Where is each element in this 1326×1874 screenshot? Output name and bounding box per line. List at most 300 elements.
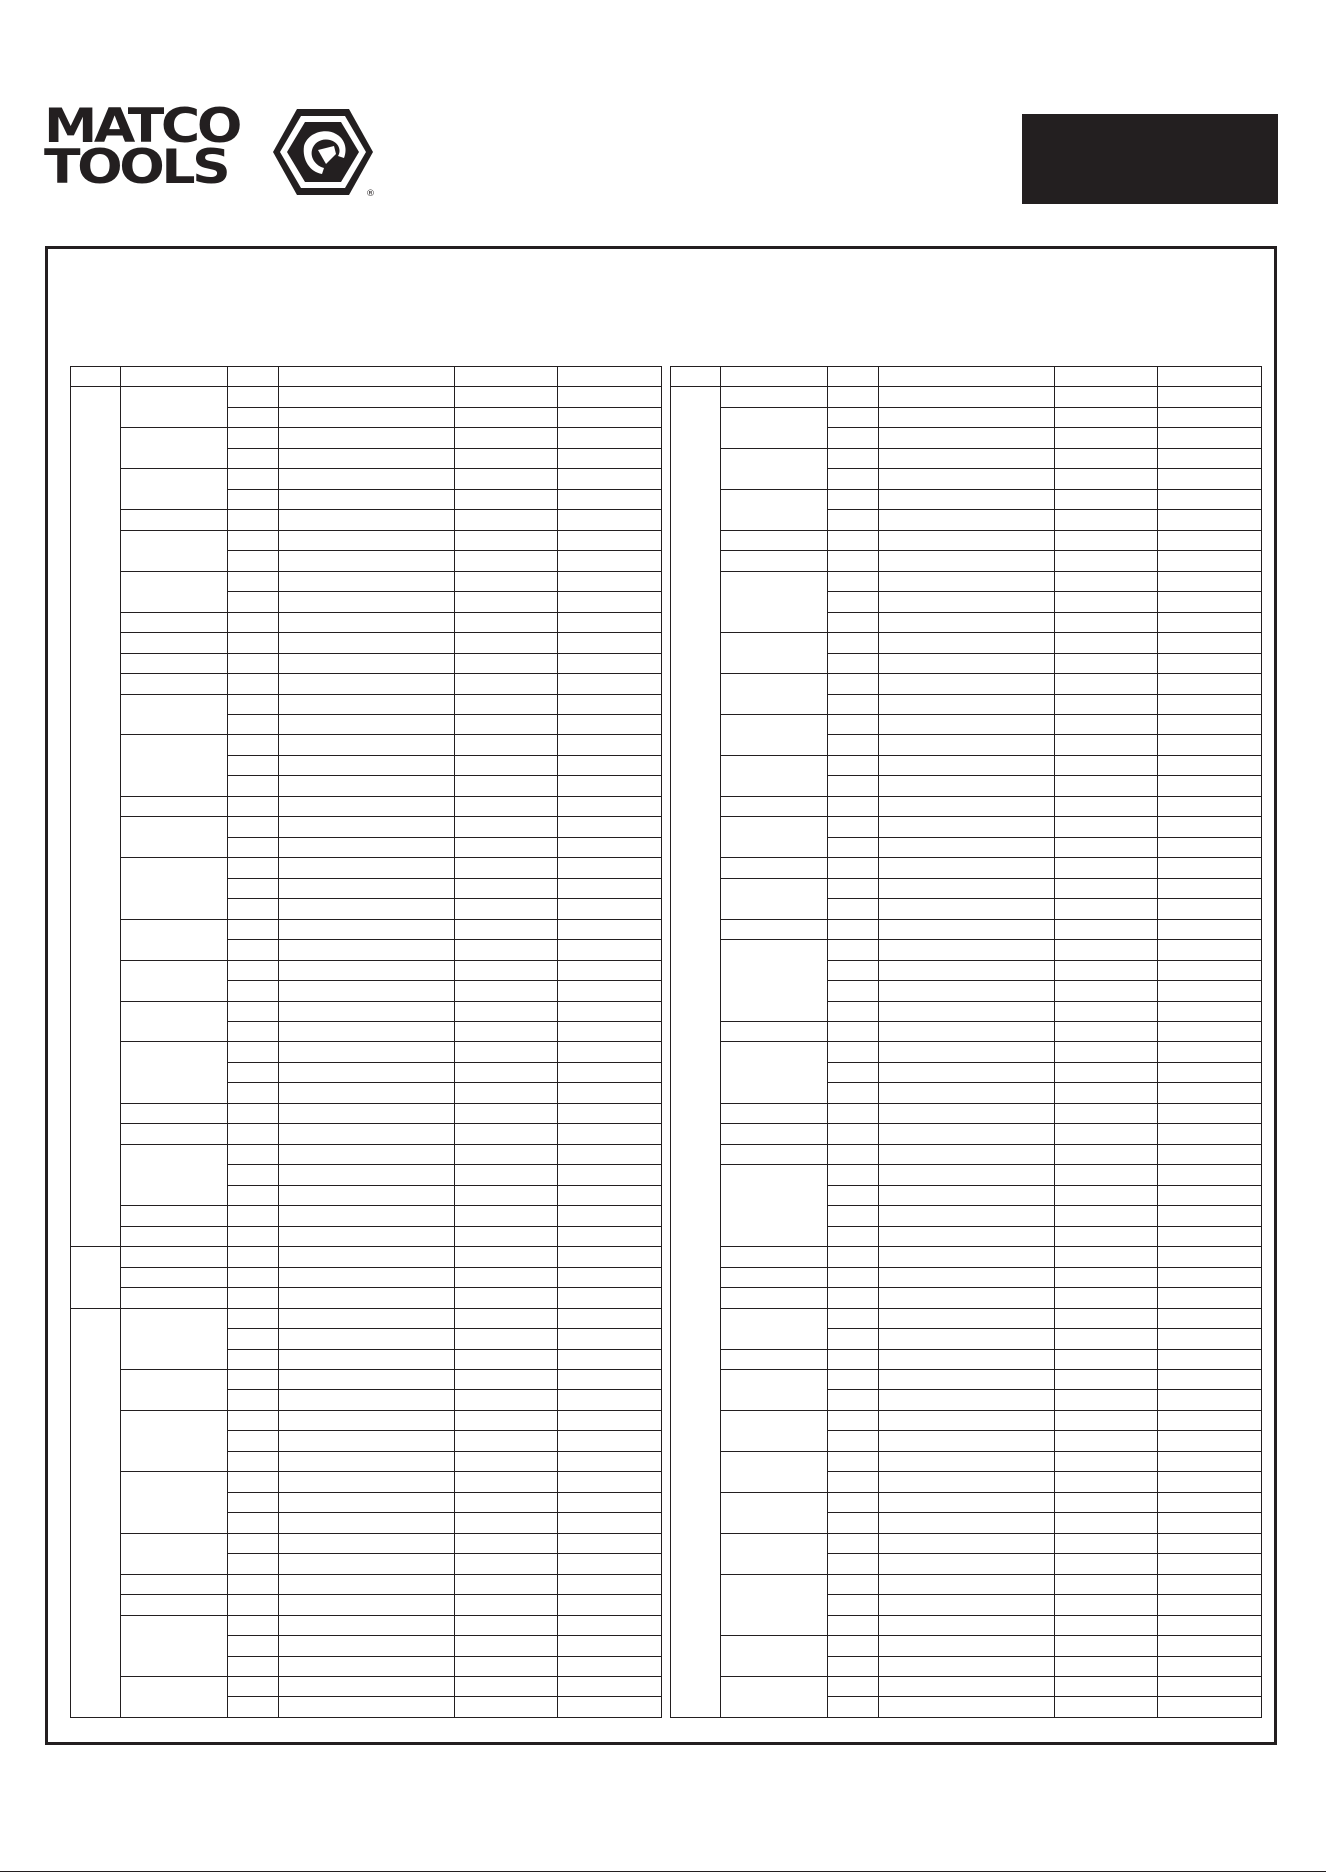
right-cell bbox=[828, 755, 879, 775]
right-cell bbox=[879, 1451, 1055, 1471]
left-cell bbox=[558, 592, 662, 612]
right-cell bbox=[1158, 755, 1262, 775]
right-cell bbox=[879, 878, 1055, 898]
right-cell bbox=[828, 1165, 879, 1185]
right-table-row bbox=[671, 1677, 1262, 1697]
left-cell bbox=[558, 469, 662, 489]
left-cell bbox=[558, 1677, 662, 1697]
left-cell bbox=[455, 776, 558, 796]
right-cell bbox=[1055, 1185, 1158, 1205]
left-cell bbox=[279, 899, 455, 919]
left-cell bbox=[228, 1451, 279, 1471]
right-cell bbox=[1158, 1329, 1262, 1349]
left-cell bbox=[455, 1124, 558, 1144]
left-header-cell bbox=[71, 367, 121, 387]
right-cell bbox=[1158, 1472, 1262, 1492]
right-table-row bbox=[671, 1247, 1262, 1267]
right-cell bbox=[879, 1247, 1055, 1267]
left-cell bbox=[558, 796, 662, 816]
right-cell bbox=[1055, 1288, 1158, 1308]
right-cell bbox=[1158, 387, 1262, 407]
left-cell bbox=[558, 1554, 662, 1574]
left-cell bbox=[558, 1226, 662, 1246]
left-cell bbox=[455, 1349, 558, 1369]
left-cell bbox=[455, 1656, 558, 1676]
left-cell bbox=[455, 1001, 558, 1021]
left-cell bbox=[228, 407, 279, 427]
right-subgroup-cell bbox=[721, 1144, 828, 1164]
right-cell bbox=[828, 1329, 879, 1349]
left-cell bbox=[279, 837, 455, 857]
right-cell bbox=[1158, 1288, 1262, 1308]
right-cell bbox=[1055, 1062, 1158, 1082]
left-cell bbox=[279, 1431, 455, 1451]
right-cell bbox=[879, 387, 1055, 407]
right-cell bbox=[1055, 1369, 1158, 1389]
right-table-row bbox=[671, 1144, 1262, 1164]
right-cell bbox=[1055, 1513, 1158, 1533]
right-cell bbox=[1055, 674, 1158, 694]
right-subgroup-cell bbox=[721, 919, 828, 939]
right-table-row bbox=[671, 919, 1262, 939]
right-cell bbox=[1158, 1042, 1262, 1062]
left-cell bbox=[279, 633, 455, 653]
left-subgroup-cell bbox=[121, 674, 228, 694]
right-cell bbox=[1055, 1533, 1158, 1553]
right-cell bbox=[1158, 1369, 1262, 1389]
left-cell bbox=[228, 448, 279, 468]
right-cell bbox=[1158, 489, 1262, 509]
brand-line-1: MATCO bbox=[44, 99, 239, 154]
left-cell bbox=[279, 510, 455, 530]
left-cell bbox=[228, 1656, 279, 1676]
left-cell bbox=[558, 858, 662, 878]
right-subgroup-cell bbox=[721, 1103, 828, 1123]
left-table-row bbox=[71, 735, 662, 755]
right-cell bbox=[1158, 1615, 1262, 1635]
left-table-row bbox=[71, 919, 662, 939]
left-cell bbox=[455, 1165, 558, 1185]
left-cell bbox=[279, 1124, 455, 1144]
right-cell bbox=[1055, 1308, 1158, 1328]
left-cell bbox=[558, 1308, 662, 1328]
left-cell bbox=[228, 1288, 279, 1308]
left-cell bbox=[455, 571, 558, 591]
left-cell bbox=[558, 1267, 662, 1287]
left-subgroup-cell bbox=[121, 1288, 228, 1308]
left-cell bbox=[279, 714, 455, 734]
left-cell bbox=[228, 387, 279, 407]
right-cell bbox=[828, 1369, 879, 1389]
left-subgroup-cell bbox=[121, 1369, 228, 1410]
left-group-cell bbox=[71, 387, 121, 1247]
right-cell bbox=[828, 1410, 879, 1430]
left-cell bbox=[558, 674, 662, 694]
left-cell bbox=[558, 1533, 662, 1553]
right-cell bbox=[1158, 653, 1262, 673]
right-cell bbox=[879, 1656, 1055, 1676]
right-cell bbox=[1055, 1554, 1158, 1574]
right-table-row bbox=[671, 1574, 1262, 1594]
matco-tools-logo bbox=[44, 99, 384, 202]
right-cell bbox=[879, 1513, 1055, 1533]
left-cell bbox=[455, 1022, 558, 1042]
left-cell bbox=[279, 858, 455, 878]
right-subgroup-cell bbox=[721, 633, 828, 674]
right-cell bbox=[879, 1329, 1055, 1349]
right-cell bbox=[1158, 1103, 1262, 1123]
left-cell bbox=[228, 653, 279, 673]
right-cell bbox=[1158, 1206, 1262, 1226]
right-cell bbox=[828, 735, 879, 755]
left-cell bbox=[455, 1288, 558, 1308]
right-cell bbox=[879, 1349, 1055, 1369]
left-cell bbox=[455, 1185, 558, 1205]
right-cell bbox=[1158, 776, 1262, 796]
left-cell bbox=[228, 1124, 279, 1144]
right-cell bbox=[879, 530, 1055, 550]
left-cell bbox=[279, 592, 455, 612]
left-cell bbox=[455, 1390, 558, 1410]
right-table-row bbox=[671, 1308, 1262, 1328]
left-cell bbox=[455, 1554, 558, 1574]
left-cell bbox=[279, 878, 455, 898]
left-cell bbox=[228, 428, 279, 448]
left-cell bbox=[455, 1431, 558, 1451]
left-cell bbox=[455, 1206, 558, 1226]
left-cell bbox=[455, 878, 558, 898]
left-cell bbox=[558, 940, 662, 960]
right-cell bbox=[1055, 592, 1158, 612]
right-subgroup-cell bbox=[721, 1451, 828, 1492]
left-subgroup-cell bbox=[121, 796, 228, 816]
right-cell bbox=[1055, 1492, 1158, 1512]
left-cell bbox=[228, 735, 279, 755]
right-cell bbox=[828, 1451, 879, 1471]
left-subgroup-cell bbox=[121, 1533, 228, 1574]
right-cell bbox=[1055, 1042, 1158, 1062]
left-cell bbox=[228, 1247, 279, 1267]
left-cell bbox=[558, 735, 662, 755]
hex-emblem-icon bbox=[270, 106, 376, 198]
right-cell bbox=[828, 919, 879, 939]
right-cell bbox=[1158, 899, 1262, 919]
left-table bbox=[70, 366, 662, 1718]
right-cell bbox=[1158, 735, 1262, 755]
left-cell bbox=[455, 714, 558, 734]
left-header-row bbox=[71, 367, 662, 387]
right-table-row bbox=[671, 1369, 1262, 1389]
right-subgroup-cell bbox=[721, 1369, 828, 1410]
right-cell bbox=[828, 1103, 879, 1123]
right-cell bbox=[879, 1144, 1055, 1164]
right-cell bbox=[879, 489, 1055, 509]
left-cell bbox=[228, 469, 279, 489]
left-cell bbox=[558, 1636, 662, 1656]
right-cell bbox=[828, 1677, 879, 1697]
left-cell bbox=[228, 1226, 279, 1246]
right-cell bbox=[1158, 551, 1262, 571]
left-cell bbox=[279, 1492, 455, 1512]
right-table-row bbox=[671, 1492, 1262, 1512]
right-subgroup-cell bbox=[721, 1410, 828, 1451]
left-cell bbox=[455, 633, 558, 653]
right-cell bbox=[1158, 1451, 1262, 1471]
left-cell bbox=[455, 940, 558, 960]
left-cell bbox=[228, 858, 279, 878]
left-cell bbox=[558, 694, 662, 714]
left-cell bbox=[455, 1103, 558, 1123]
left-cell bbox=[455, 1042, 558, 1062]
left-cell bbox=[455, 387, 558, 407]
left-cell bbox=[228, 755, 279, 775]
left-cell bbox=[558, 1062, 662, 1082]
left-cell bbox=[228, 1472, 279, 1492]
left-subgroup-cell bbox=[121, 1001, 228, 1042]
left-cell bbox=[455, 1697, 558, 1717]
right-cell bbox=[828, 817, 879, 837]
left-cell bbox=[455, 1144, 558, 1164]
right-cell bbox=[879, 592, 1055, 612]
right-cell bbox=[879, 1022, 1055, 1042]
right-cell bbox=[1158, 1144, 1262, 1164]
left-header-cell bbox=[455, 367, 558, 387]
right-cell bbox=[828, 530, 879, 550]
right-cell bbox=[828, 1247, 879, 1267]
left-cell bbox=[279, 1554, 455, 1574]
right-cell bbox=[879, 1410, 1055, 1430]
right-cell bbox=[828, 1226, 879, 1246]
right-cell bbox=[1055, 858, 1158, 878]
left-table-row bbox=[71, 428, 662, 448]
right-cell bbox=[1055, 1677, 1158, 1697]
left-cell bbox=[228, 510, 279, 530]
left-cell bbox=[558, 407, 662, 427]
left-cell bbox=[455, 694, 558, 714]
right-cell bbox=[1158, 1554, 1262, 1574]
right-cell bbox=[879, 919, 1055, 939]
left-cell bbox=[455, 1574, 558, 1594]
right-cell bbox=[828, 1595, 879, 1615]
left-cell bbox=[279, 1533, 455, 1553]
left-cell bbox=[228, 1144, 279, 1164]
right-cell bbox=[1055, 1390, 1158, 1410]
left-table-row bbox=[71, 1595, 662, 1615]
right-subgroup-cell bbox=[721, 1124, 828, 1144]
left-cell bbox=[228, 1574, 279, 1594]
left-subgroup-cell bbox=[121, 1247, 228, 1267]
left-table-row bbox=[71, 1677, 662, 1697]
right-cell bbox=[1055, 571, 1158, 591]
right-table-row bbox=[671, 633, 1262, 653]
right-cell bbox=[879, 510, 1055, 530]
left-subgroup-cell bbox=[121, 428, 228, 469]
left-cell bbox=[279, 1615, 455, 1635]
right-table-row bbox=[671, 1022, 1262, 1042]
right-table-row bbox=[671, 1124, 1262, 1144]
right-cell bbox=[879, 1369, 1055, 1389]
left-subgroup-cell bbox=[121, 919, 228, 960]
right-cell bbox=[1158, 1349, 1262, 1369]
left-subgroup-cell bbox=[121, 1472, 228, 1533]
left-cell bbox=[228, 1595, 279, 1615]
right-cell bbox=[1158, 1410, 1262, 1430]
right-cell bbox=[879, 674, 1055, 694]
right-cell bbox=[1055, 1697, 1158, 1717]
right-cell bbox=[1055, 1226, 1158, 1246]
left-cell bbox=[558, 1697, 662, 1717]
right-subgroup-cell bbox=[721, 858, 828, 878]
left-subgroup-cell bbox=[121, 694, 228, 735]
right-cell bbox=[1055, 694, 1158, 714]
left-cell bbox=[228, 1697, 279, 1717]
right-subgroup-cell bbox=[721, 489, 828, 530]
right-subgroup-cell bbox=[721, 796, 828, 816]
right-cell bbox=[828, 899, 879, 919]
left-cell bbox=[228, 919, 279, 939]
right-subgroup-cell bbox=[721, 1288, 828, 1308]
right-cell bbox=[879, 1390, 1055, 1410]
right-cell bbox=[1055, 1656, 1158, 1676]
left-cell bbox=[455, 858, 558, 878]
right-cell bbox=[828, 551, 879, 571]
left-cell bbox=[279, 448, 455, 468]
left-subgroup-cell bbox=[121, 633, 228, 653]
right-cell bbox=[1158, 1595, 1262, 1615]
right-cell bbox=[1158, 960, 1262, 980]
right-cell bbox=[1055, 1247, 1158, 1267]
right-cell bbox=[828, 981, 879, 1001]
right-cell bbox=[879, 776, 1055, 796]
right-cell bbox=[879, 1533, 1055, 1553]
left-cell bbox=[279, 612, 455, 632]
left-cell bbox=[279, 489, 455, 509]
left-cell bbox=[279, 1247, 455, 1267]
right-cell bbox=[1055, 1144, 1158, 1164]
right-cell bbox=[879, 899, 1055, 919]
left-cell bbox=[279, 1636, 455, 1656]
right-cell bbox=[828, 407, 879, 427]
left-table-row bbox=[71, 1103, 662, 1123]
left-subgroup-cell bbox=[121, 1267, 228, 1287]
left-table-row bbox=[71, 1226, 662, 1246]
right-cell bbox=[828, 1083, 879, 1103]
right-cell bbox=[828, 1636, 879, 1656]
right-header-cell bbox=[879, 367, 1055, 387]
left-cell bbox=[558, 1492, 662, 1512]
right-cell bbox=[1158, 817, 1262, 837]
left-cell bbox=[228, 796, 279, 816]
left-cell bbox=[558, 1022, 662, 1042]
right-cell bbox=[879, 940, 1055, 960]
left-cell bbox=[558, 1390, 662, 1410]
left-cell bbox=[228, 592, 279, 612]
left-cell bbox=[279, 1144, 455, 1164]
right-cell bbox=[879, 858, 1055, 878]
left-subgroup-cell bbox=[121, 858, 228, 919]
right-cell bbox=[879, 694, 1055, 714]
left-cell bbox=[455, 469, 558, 489]
right-cell bbox=[1158, 530, 1262, 550]
left-header-cell bbox=[558, 367, 662, 387]
left-cell bbox=[228, 1267, 279, 1287]
right-header-cell bbox=[1158, 367, 1262, 387]
left-cell bbox=[228, 817, 279, 837]
right-cell bbox=[879, 1492, 1055, 1512]
left-cell bbox=[228, 1206, 279, 1226]
left-cell bbox=[455, 551, 558, 571]
right-subgroup-cell bbox=[721, 530, 828, 550]
left-cell bbox=[558, 1513, 662, 1533]
right-cell bbox=[828, 674, 879, 694]
right-cell bbox=[879, 735, 1055, 755]
right-subgroup-cell bbox=[721, 551, 828, 571]
left-cell bbox=[279, 755, 455, 775]
left-cell bbox=[279, 1226, 455, 1246]
left-table-row bbox=[71, 510, 662, 530]
left-cell bbox=[558, 1451, 662, 1471]
left-cell bbox=[279, 1206, 455, 1226]
left-table-row bbox=[71, 817, 662, 837]
right-cell bbox=[1055, 1083, 1158, 1103]
right-cell bbox=[1158, 1022, 1262, 1042]
left-cell bbox=[558, 1656, 662, 1676]
right-cell bbox=[1055, 940, 1158, 960]
left-subgroup-cell bbox=[121, 735, 228, 796]
left-cell bbox=[558, 489, 662, 509]
left-cell bbox=[279, 1369, 455, 1389]
left-cell bbox=[558, 981, 662, 1001]
left-cell bbox=[558, 776, 662, 796]
right-cell bbox=[1158, 633, 1262, 653]
right-cell bbox=[828, 1124, 879, 1144]
left-cell bbox=[455, 1492, 558, 1512]
left-cell bbox=[228, 1554, 279, 1574]
right-cell bbox=[1158, 981, 1262, 1001]
right-cell bbox=[828, 1206, 879, 1226]
left-cell bbox=[279, 1410, 455, 1430]
left-table-row bbox=[71, 1574, 662, 1594]
right-table-row bbox=[671, 1410, 1262, 1430]
left-cell bbox=[455, 489, 558, 509]
registered-mark: ® bbox=[366, 189, 375, 198]
left-cell bbox=[455, 1636, 558, 1656]
right-subgroup-cell bbox=[721, 1677, 828, 1718]
left-cell bbox=[558, 510, 662, 530]
left-subgroup-cell bbox=[121, 1226, 228, 1246]
right-table-row bbox=[671, 796, 1262, 816]
right-subgroup-cell bbox=[721, 448, 828, 489]
right-cell bbox=[1055, 489, 1158, 509]
right-cell bbox=[1158, 592, 1262, 612]
right-cell bbox=[828, 653, 879, 673]
right-cell bbox=[828, 1390, 879, 1410]
left-subgroup-cell bbox=[121, 387, 228, 428]
right-table-row bbox=[671, 387, 1262, 407]
right-cell bbox=[828, 571, 879, 591]
left-cell bbox=[455, 1410, 558, 1430]
right-cell bbox=[879, 960, 1055, 980]
left-header-cell bbox=[279, 367, 455, 387]
right-subgroup-cell bbox=[721, 1165, 828, 1247]
left-cell bbox=[558, 1615, 662, 1635]
right-subgroup-cell bbox=[721, 1267, 828, 1287]
left-table-row bbox=[71, 960, 662, 980]
right-cell bbox=[879, 407, 1055, 427]
left-cell bbox=[228, 1083, 279, 1103]
right-subgroup-cell bbox=[721, 1349, 828, 1369]
right-cell bbox=[1158, 1492, 1262, 1512]
